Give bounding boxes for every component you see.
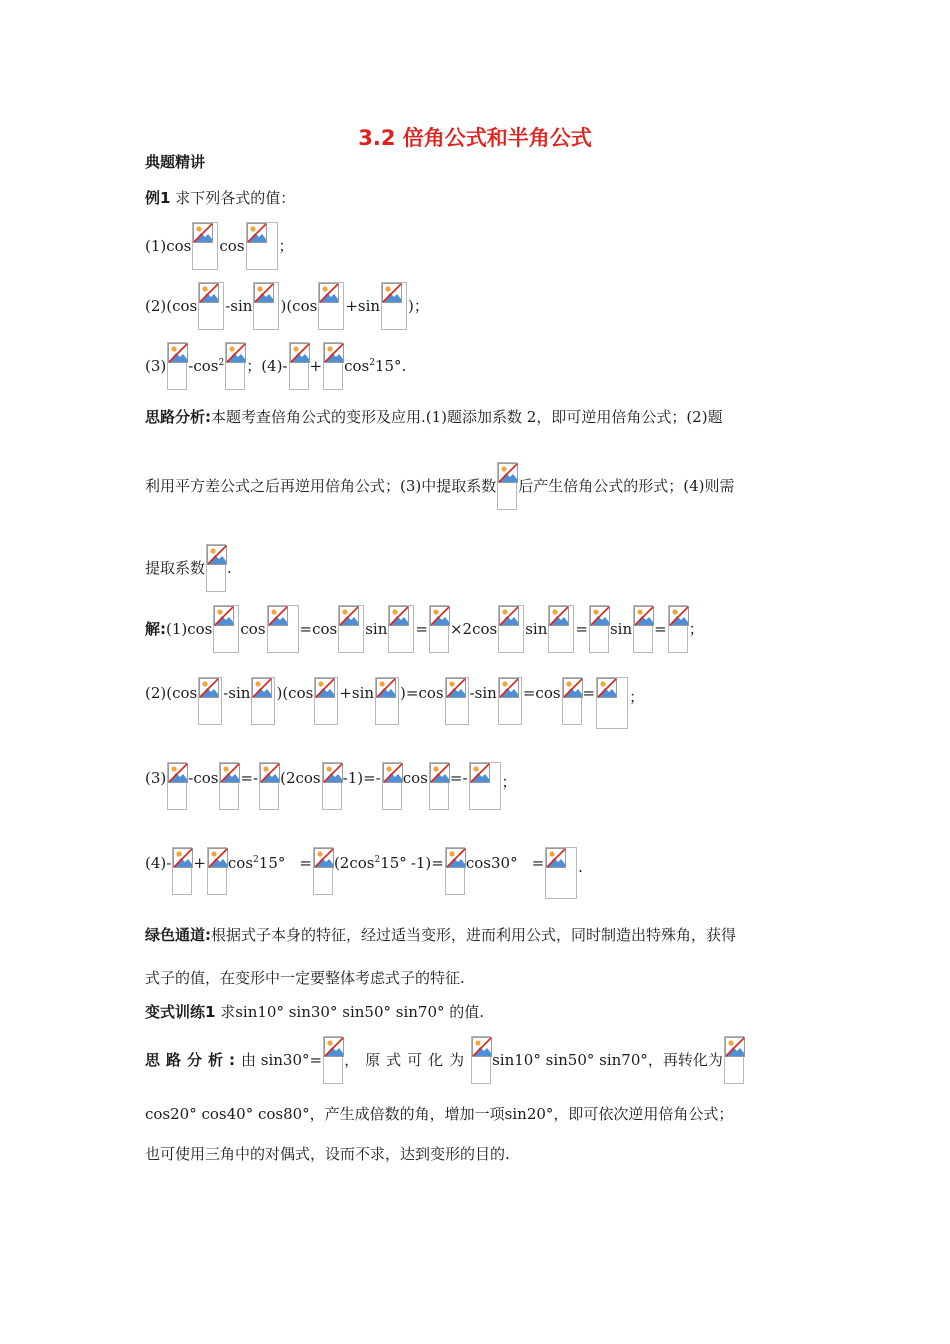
s4-sup: 2 [253,855,259,865]
solution-2 [145,677,644,729]
image-placeholder-icon [429,762,449,810]
image-placeholder-icon [445,677,469,725]
q1-text-b: cos [219,237,245,255]
example1-line [145,188,295,208]
q3-superscript-2: 2 [369,358,375,368]
analysis2-text-c: sin10° sin50° sin70°，再转化为 [492,1051,723,1069]
s3-t5: cos [402,769,428,787]
q2-text-e: )； [408,297,429,315]
s2-t4: )=cos [400,684,444,702]
green-channel-text-1: 根据式子本身的特征，经过适当变形，进而利用公式，同时制造出特殊角，获得 [211,926,737,944]
image-placeholder-icon [498,677,522,725]
s4-t5: (2cos [333,854,375,872]
analysis-text-3b: . [227,559,232,577]
image-placeholder-icon [322,762,342,810]
analysis2-line-2: cos20° cos40° cos80°，产生成倍数的角，增加一项sin20°，即可依次逆用倍角公式； [145,1105,734,1123]
image-placeholder-icon [207,847,227,895]
s2-t7: = [582,684,596,702]
s1-t0: (1)cos [166,620,213,638]
q3-text-a: (3) [145,357,167,375]
green-channel-label: 绿色通道: [145,926,211,944]
s1-t6: sin [525,620,548,638]
s1-t9: = [654,620,667,638]
solution-1 [145,605,704,653]
image-placeholder-icon [382,762,402,810]
image-placeholder-icon [388,605,414,653]
image-placeholder-icon [289,342,309,390]
image-placeholder-icon [267,605,299,653]
image-placeholder-icon [313,847,333,895]
image-placeholder-icon [471,1036,491,1084]
analysis-line-3 [145,544,232,592]
example1-label: 例1 [145,189,171,207]
s4-t4: = [299,854,312,872]
q2-text-c: )(cos [280,297,318,315]
image-placeholder-icon [562,677,582,725]
image-placeholder-icon [375,677,399,725]
question-2 [145,282,429,330]
s1-t7: = [575,620,588,638]
question-1 [145,222,294,270]
s3-t4: -1)=- [342,769,381,787]
image-placeholder-icon [219,762,239,810]
s4-t2: cos [227,854,254,872]
s1-t4: = [415,620,428,638]
image-placeholder-icon [192,222,218,270]
s3-t2: =- [240,769,259,787]
s4-t3: 15° [258,854,286,872]
analysis-text-1: 本题考查倍角公式的变形及应用.(1)题添加系数 2，即可逆用倍角公式；(2)题 [211,408,723,426]
image-placeholder-icon [225,342,245,390]
q2-text-d: +sin [345,297,381,315]
q3-text-e: cos [344,357,370,375]
analysis-text-2a: 利用平方差公式之后再逆用倍角公式；(3)中提取系数 [145,477,497,495]
image-placeholder-icon [251,677,275,725]
image-placeholder-icon [206,544,226,592]
q3-text-f: 15°. [374,357,407,375]
s3-t6: =- [449,769,468,787]
variant-text: 求sin10° sin30° sin50° sin70° 的值. [220,1003,485,1021]
image-placeholder-icon [668,605,688,653]
page-title: 3.2 倍角公式和半角公式 [358,126,592,150]
s2-t0: (2)(cos [145,684,198,702]
s1-t2: =cos [299,620,338,638]
green-channel-line-1 [145,925,736,945]
s1-t3: sin [365,620,388,638]
q1-text-a: (1)cos [145,237,192,255]
analysis-label: 思路分析: [145,408,211,426]
example1-text: 求下列各式的值： [175,189,296,207]
image-placeholder-icon [323,1036,343,1084]
analysis2-label: 思路分析: [145,1051,241,1069]
s4-t0: (4)- [145,854,172,872]
image-placeholder-icon [253,282,279,330]
variant-label: 变式训练1 [145,1003,216,1021]
s1-t10: ； [688,620,704,638]
s4-t10: . [578,858,583,876]
analysis-text-2b: 后产生倍角公式的形式；(4)则需 [518,477,735,495]
solution-4 [145,847,583,899]
s2-t2: )(cos [276,684,314,702]
image-placeholder-icon [318,282,344,330]
s4-t9: = [531,854,545,872]
q3-text-b: -cos [188,357,219,375]
image-placeholder-icon [724,1036,744,1084]
image-placeholder-icon [198,282,224,330]
analysis2-text-a: 由 sin30°= [241,1051,323,1069]
solution-label: 解: [145,620,166,638]
image-placeholder-icon [246,222,278,270]
s4-t1: + [193,854,206,872]
s3-t7: ； [501,773,517,791]
s4-t7: -1)= [410,854,444,872]
s3-t1: -cos [188,769,219,787]
green-channel-line-2: 式子的值，在变形中一定要整体考虑式子的特征. [145,969,465,987]
question-3-4 [145,342,406,390]
image-placeholder-icon [589,605,609,653]
image-placeholder-icon [338,605,364,653]
image-placeholder-icon [213,605,239,653]
s4-t6: 15° [380,854,407,872]
s2-t1: -sin [223,684,251,702]
s2-t5: -sin [469,684,497,702]
image-placeholder-icon [545,847,577,899]
image-placeholder-icon [314,677,338,725]
s3-t0: (3) [145,769,167,787]
s1-t5: ×2cos [449,620,498,638]
solution-3 [145,762,517,810]
analysis2-text-b: ，原式可化为 [344,1051,471,1069]
s4-t8: cos30° [465,854,518,872]
analysis-text-3a: 提取系数 [145,559,206,577]
s4-sup2: 2 [374,855,381,865]
q2-text-a: (2)(cos [145,297,198,315]
analysis-line-2 [145,462,735,510]
s2-t3: +sin [339,684,375,702]
section-heading: 典题精讲 [145,153,206,171]
q2-text-b: -sin [225,297,253,315]
s1-t1: cos [240,620,266,638]
analysis2-line-1 [145,1036,745,1084]
image-placeholder-icon [381,282,407,330]
variant-line [145,1002,484,1022]
image-placeholder-icon [172,847,192,895]
s2-t6: =cos [522,684,561,702]
image-placeholder-icon [167,342,187,390]
image-placeholder-icon [323,342,343,390]
image-placeholder-icon [429,605,449,653]
q3-text-c: ；(4)- [246,357,288,375]
image-placeholder-icon [259,762,279,810]
s1-t8: sin [609,620,633,638]
image-placeholder-icon [548,605,574,653]
image-placeholder-icon [469,762,501,810]
image-placeholder-icon [497,462,517,510]
s3-t3: (2cos [280,769,321,787]
image-placeholder-icon [633,605,653,653]
q3-superscript: 2 [218,358,225,368]
image-placeholder-icon [198,677,222,725]
image-placeholder-icon [498,605,524,653]
image-placeholder-icon [445,847,465,895]
s2-t8: ； [629,688,645,706]
image-placeholder-icon [596,677,628,729]
image-placeholder-icon [167,762,187,810]
q1-text-c: ； [278,237,294,255]
analysis-line-1 [145,407,723,427]
analysis2-line-3: 也可使用三角中的对偶式，设而不求，达到变形的目的. [145,1145,510,1163]
q3-text-d: + [309,357,323,375]
